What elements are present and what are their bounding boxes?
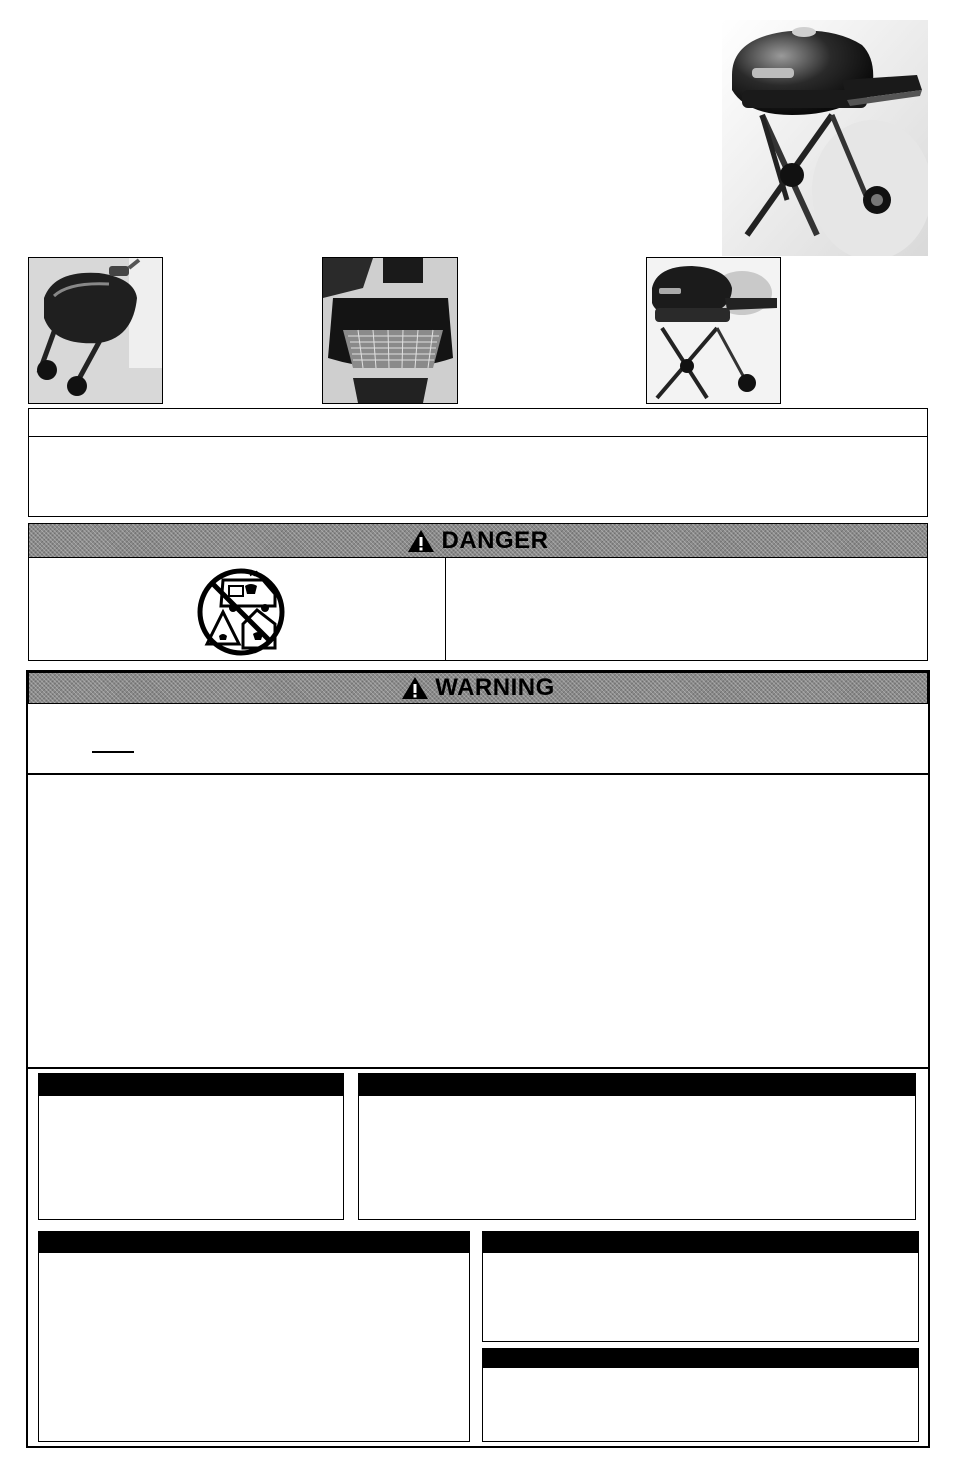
- subsection-header-4: [483, 1232, 918, 1253]
- warning-banner: [28, 672, 928, 704]
- danger-banner: [28, 523, 928, 558]
- subsection-box-5: [482, 1348, 919, 1442]
- subsection-header-2: [359, 1074, 915, 1096]
- info-box: [28, 408, 928, 517]
- cooking-grate-photo: [322, 257, 458, 404]
- warning-label: WARNING: [435, 674, 555, 701]
- subsection-box-4: [482, 1231, 919, 1342]
- danger-divider: [445, 558, 446, 660]
- subsection-box-1: [38, 1073, 344, 1220]
- subsection-box-3: [38, 1231, 470, 1442]
- warning-main-section: [28, 775, 928, 1069]
- folded-grill-photo: [28, 257, 163, 404]
- subsection-box-2: [358, 1073, 916, 1220]
- warning-triangle-icon: [401, 676, 429, 700]
- subsection-header-1: [39, 1074, 343, 1096]
- warning-intro-section: [28, 704, 928, 775]
- subsection-header-3: [39, 1232, 469, 1253]
- no-indoor-use-icon: [193, 566, 289, 658]
- underline-mark: [92, 751, 134, 753]
- info-box-header-row: [29, 409, 927, 437]
- grill-side-table-photo: [646, 257, 781, 404]
- warning-triangle-icon: [407, 529, 435, 553]
- danger-body: [28, 557, 928, 661]
- subsection-header-5: [483, 1349, 918, 1368]
- danger-label: DANGER: [441, 526, 549, 554]
- hero-grill-photo: [722, 20, 928, 256]
